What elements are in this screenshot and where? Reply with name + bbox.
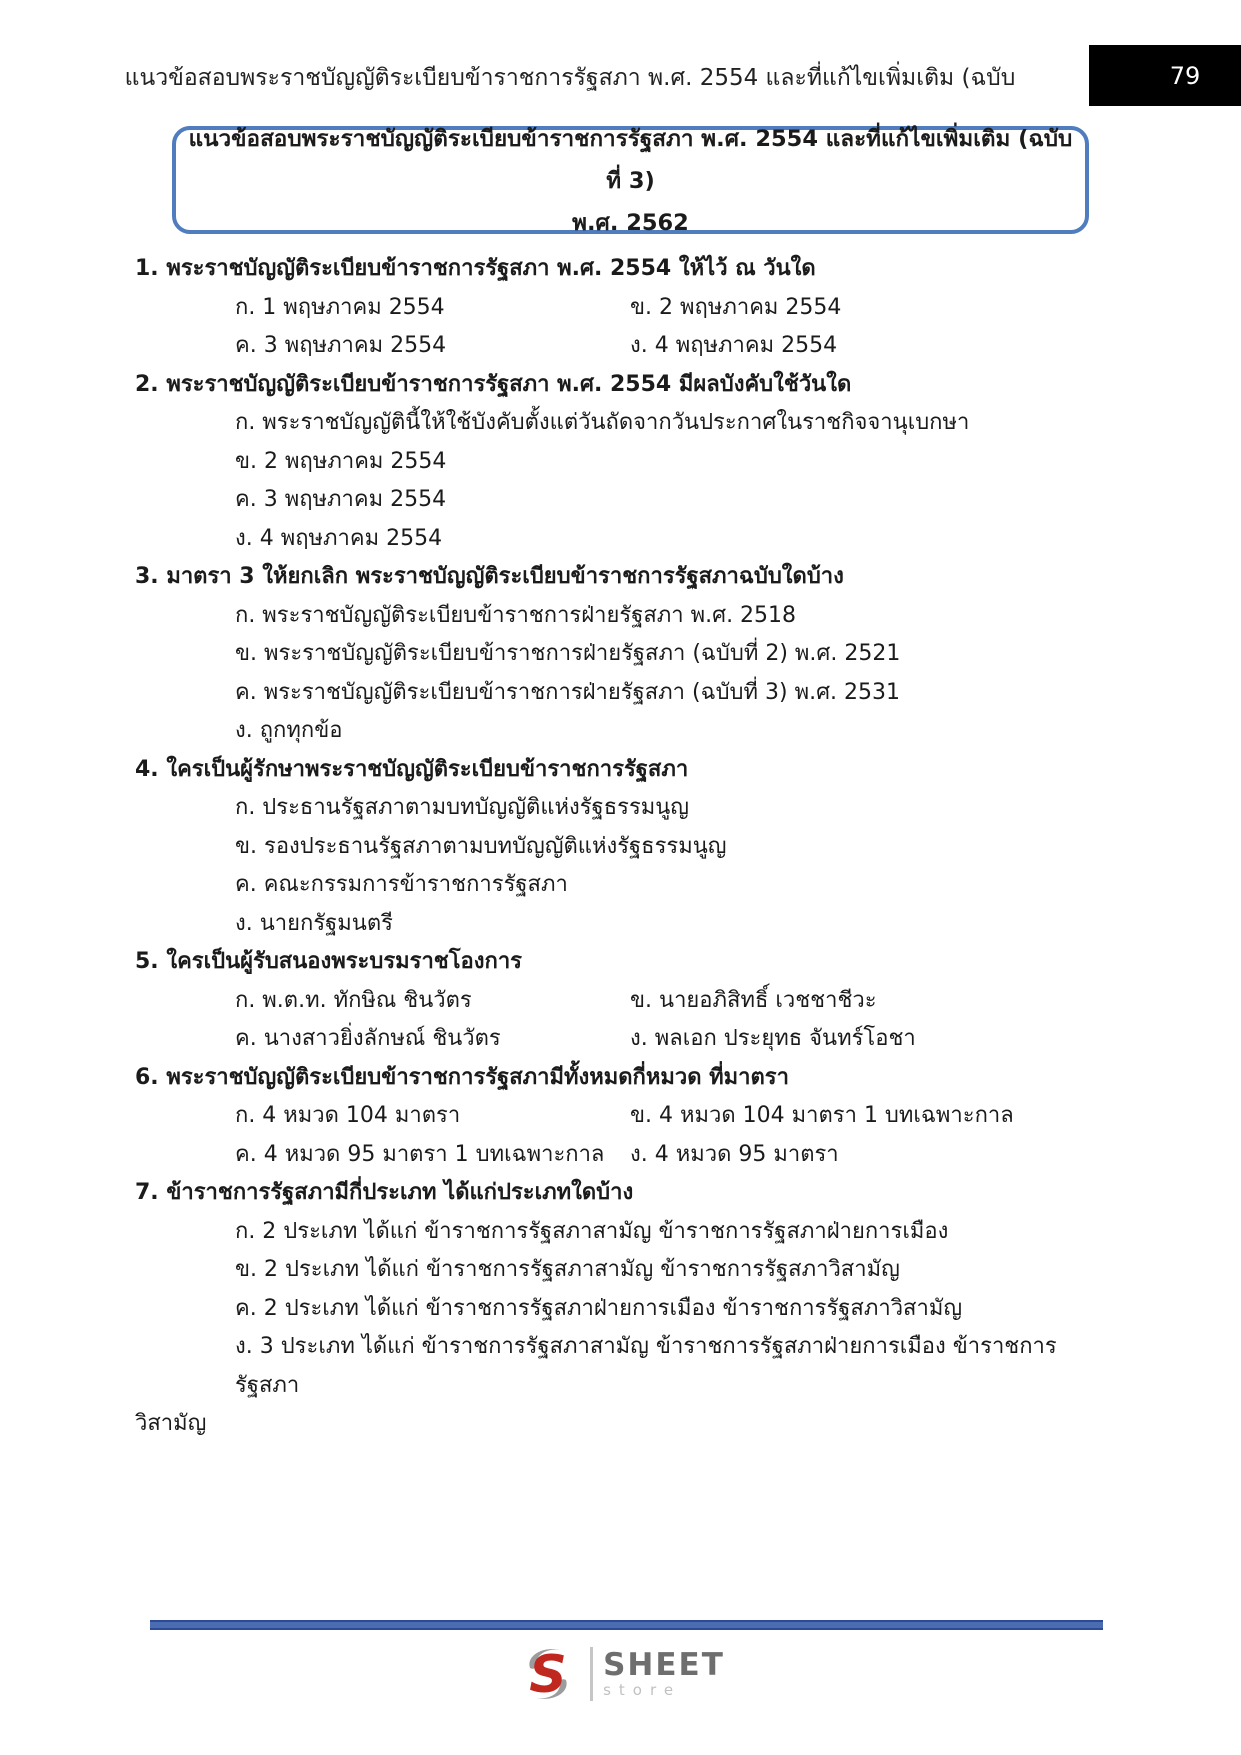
choice-option: ค. นางสาวยิ่งลักษณ์ ชินวัตร — [235, 1026, 501, 1051]
question — [135, 558, 1110, 751]
choice-option: ก. 1 พฤษภาคม 2554 — [235, 294, 445, 320]
choice-option: ง. ถูกทุกข้อ — [235, 718, 343, 743]
choices — [135, 1213, 1110, 1444]
choices — [135, 982, 1110, 1059]
brand-subtitle: store — [603, 1681, 682, 1699]
brand-name: SHEET — [603, 1647, 725, 1683]
choices — [135, 597, 1110, 751]
choice-option: ง. 4 พฤษภาคม 2554 — [235, 525, 443, 551]
logo-divider-line — [590, 1647, 593, 1701]
question — [135, 1059, 1110, 1175]
choice-option: ข. 2 พฤษภาคม 2554 — [235, 448, 447, 474]
question-text: 4. ใครเป็นผู้รักษาพระราชบัญญัติระเบียบข้าราชการรัฐสภา — [135, 756, 689, 782]
choice-row — [235, 1097, 1110, 1136]
svg-text:S: S — [529, 1645, 567, 1705]
choices — [135, 789, 1110, 943]
choices — [135, 289, 1110, 366]
page-number-badge — [1089, 45, 1241, 106]
question-text: 1. พระราชบัญญัติระเบียบข้าราชการรัฐสภา พ.ศ. 2554 ให้ไว้ ณ วันใด — [135, 256, 816, 281]
choices — [135, 404, 1110, 558]
choice-option: ข. รองประธานรัฐสภาตามบทบัญญัติแห่งรัฐธรรมนูญ — [235, 833, 727, 859]
document-title-line1: แนวข้อสอบพระราชบัญญัติระเบียบข้าราชการรัฐสภา พ.ศ. 2554 และที่แก้ไขเพิ่มเติม (ฉบับที่ 3) — [188, 126, 1073, 194]
choice-option: ค. 2 ประเภท ได้แก่ ข้าราชการรัฐสภาฝ่ายการเมือง ข้าราชการรัฐสภาวิสามัญ — [235, 1295, 963, 1321]
question — [135, 943, 1110, 1059]
choice-row — [235, 481, 1110, 520]
document-title-box — [172, 126, 1089, 234]
choice-row — [235, 1020, 1110, 1059]
choice-row — [235, 1290, 1110, 1329]
choice-option: ก. พระราชบัญญัติระเบียบข้าราชการฝ่ายรัฐสภา พ.ศ. 2518 — [235, 602, 797, 628]
choice-option: ค. พระราชบัญญัติระเบียบข้าราชการฝ่ายรัฐสภา (ฉบับที่ 3) พ.ศ. 2531 — [235, 679, 901, 705]
choice-option: ง. นายกรัฐมนตรี — [235, 910, 393, 936]
choice-row — [235, 520, 1110, 559]
logo-text — [603, 1649, 725, 1699]
choice-row — [235, 1328, 1110, 1405]
choices — [135, 1097, 1110, 1174]
choice-row — [235, 905, 1110, 944]
choice-option: ค. คณะกรรมการข้าราชการรัฐสภา — [235, 872, 568, 897]
choice-row — [235, 712, 1110, 751]
choice-option: ค. 4 หมวด 95 มาตรา 1 บทเฉพาะกาล — [235, 1141, 605, 1167]
choice-option: ก. ประธานรัฐสภาตามบทบัญญัติแห่งรัฐธรรมนูญ — [235, 795, 690, 820]
choice-option: ค. 3 พฤษภาคม 2554 — [235, 487, 447, 512]
questions-list — [135, 250, 1110, 1444]
choice-row — [235, 789, 1110, 828]
choice-row — [235, 1213, 1110, 1252]
choice-row — [235, 327, 1110, 366]
choice-continuation: วิสามัญ — [135, 1411, 207, 1436]
choice-option: ข. 2 พฤษภาคม 2554 — [630, 294, 842, 320]
choice-option: ก. 2 ประเภท ได้แก่ ข้าราชการรัฐสภาสามัญ ข้าราชการรัฐสภาฝ่ายการเมือง — [235, 1218, 949, 1244]
choice-option: ก. พระราชบัญญัตินี้ให้ใช้บังคับตั้งแต่วันถัดจากวันประกาศในราชกิจจานุเบกษา — [235, 410, 970, 435]
choice-option: ข. พระราชบัญญัติระเบียบข้าราชการฝ่ายรัฐสภา (ฉบับที่ 2) พ.ศ. 2521 — [235, 641, 901, 666]
choice-option: ง. พลเอก ประยุทธ จันทร์โอชา — [630, 1026, 916, 1051]
question-text: 3. มาตรา 3 ให้ยกเลิก พระราชบัญญัติระเบียบข้าราชการรัฐสภาฉบับใดบ้าง — [135, 564, 844, 589]
choice-row — [235, 674, 1110, 713]
footer-logo — [0, 1642, 1241, 1706]
question-text: 6. พระราชบัญญัติระเบียบข้าราชการรัฐสภามีทั้งหมดกี่หมวด ที่มาตรา — [135, 1064, 789, 1090]
choice-row — [235, 1251, 1110, 1290]
choice-row — [235, 597, 1110, 636]
choice-row — [235, 289, 1110, 328]
question-text: 7. ข้าราชการรัฐสภามีกี่ประเภท ได้แก่ประเภทใดบ้าง — [135, 1180, 634, 1205]
choice-row — [235, 828, 1110, 867]
choice-row — [135, 1405, 1110, 1444]
footer-divider — [150, 1620, 1103, 1630]
choice-row — [235, 1136, 1110, 1175]
choice-option: ค. 3 พฤษภาคม 2554 — [235, 333, 447, 358]
question-text: 5. ใครเป็นผู้รับสนองพระบรมราชโองการ — [135, 949, 522, 974]
running-header-title: แนวข้อสอบพระราชบัญญัติระเบียบข้าราชการรัฐสภา พ.ศ. 2554 และที่แก้ไขเพิ่มเติม (ฉบับ — [124, 65, 1016, 91]
choice-option: ง. 4 พฤษภาคม 2554 — [630, 333, 838, 358]
page-number: 79 — [1169, 61, 1201, 90]
question — [135, 366, 1110, 559]
choice-option: ข. นายอภิสิทธิ์ เวชชาชีวะ — [630, 987, 877, 1013]
question-text: 2. พระราชบัญญัติระเบียบข้าราชการรัฐสภา พ.ศ. 2554 มีผลบังคับใช้วันใด — [135, 371, 852, 397]
choice-row — [235, 866, 1110, 905]
question — [135, 250, 1110, 366]
question — [135, 1174, 1110, 1444]
choice-option: ก. 4 หมวด 104 มาตรา — [235, 1103, 461, 1128]
choice-option: ข. 2 ประเภท ได้แก่ ข้าราชการรัฐสภาสามัญ ข้าราชการรัฐสภาวิสามัญ — [235, 1257, 900, 1282]
document-title-line2: พ.ศ. 2562 — [572, 210, 689, 236]
choice-row — [235, 982, 1110, 1021]
choice-row — [235, 635, 1110, 674]
choice-row — [235, 443, 1110, 482]
choice-option: ง. 3 ประเภท ได้แก่ ข้าราชการรัฐสภาสามัญ ข้าราชการรัฐสภาฝ่ายการเมือง ข้าราชการรัฐสภา — [235, 1334, 1057, 1398]
choice-option: ข. 4 หมวด 104 มาตรา 1 บทเฉพาะกาล — [630, 1103, 1014, 1128]
choice-option: ก. พ.ต.ท. ทักษิณ ชินวัตร — [235, 987, 472, 1013]
question — [135, 751, 1110, 944]
sheet-store-s-swoosh-icon — [516, 1642, 580, 1706]
choice-option: ง. 4 หมวด 95 มาตรา — [630, 1141, 839, 1167]
choice-row — [235, 404, 1110, 443]
